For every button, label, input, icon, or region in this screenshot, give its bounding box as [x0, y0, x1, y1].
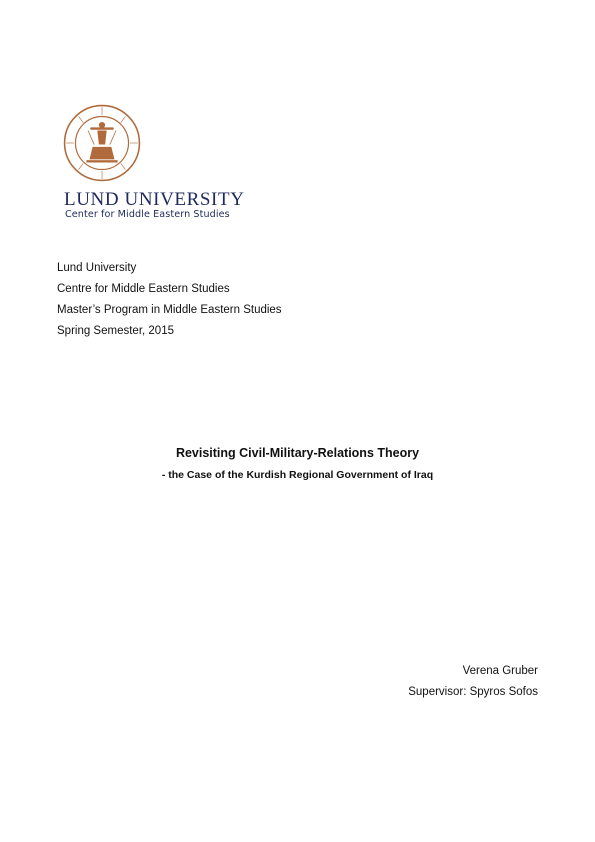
author-block — [408, 661, 538, 703]
university-seal-logo — [63, 104, 141, 182]
institution-info-block — [57, 258, 282, 342]
centre-line: Centre for Middle Eastern Studies — [57, 283, 230, 295]
university-line: Lund University — [57, 262, 137, 274]
department-name-logo: Center for Middle Eastern Studies — [65, 209, 230, 220]
thesis-subtitle: - the Case of the Kurdish Regional Government of Iraq — [161, 469, 434, 481]
university-name-logo: LUND UNIVERSITY — [64, 189, 245, 210]
program-line: Master’s Program in Middle Eastern Studies — [57, 304, 282, 316]
supervisor-line: Supervisor: Spyros Sofos — [408, 686, 538, 698]
thesis-title: Revisiting Civil-Military-Relations Theory — [175, 446, 420, 460]
author-name: Verena Gruber — [462, 665, 538, 677]
semester-line: Spring Semester, 2015 — [57, 325, 174, 337]
